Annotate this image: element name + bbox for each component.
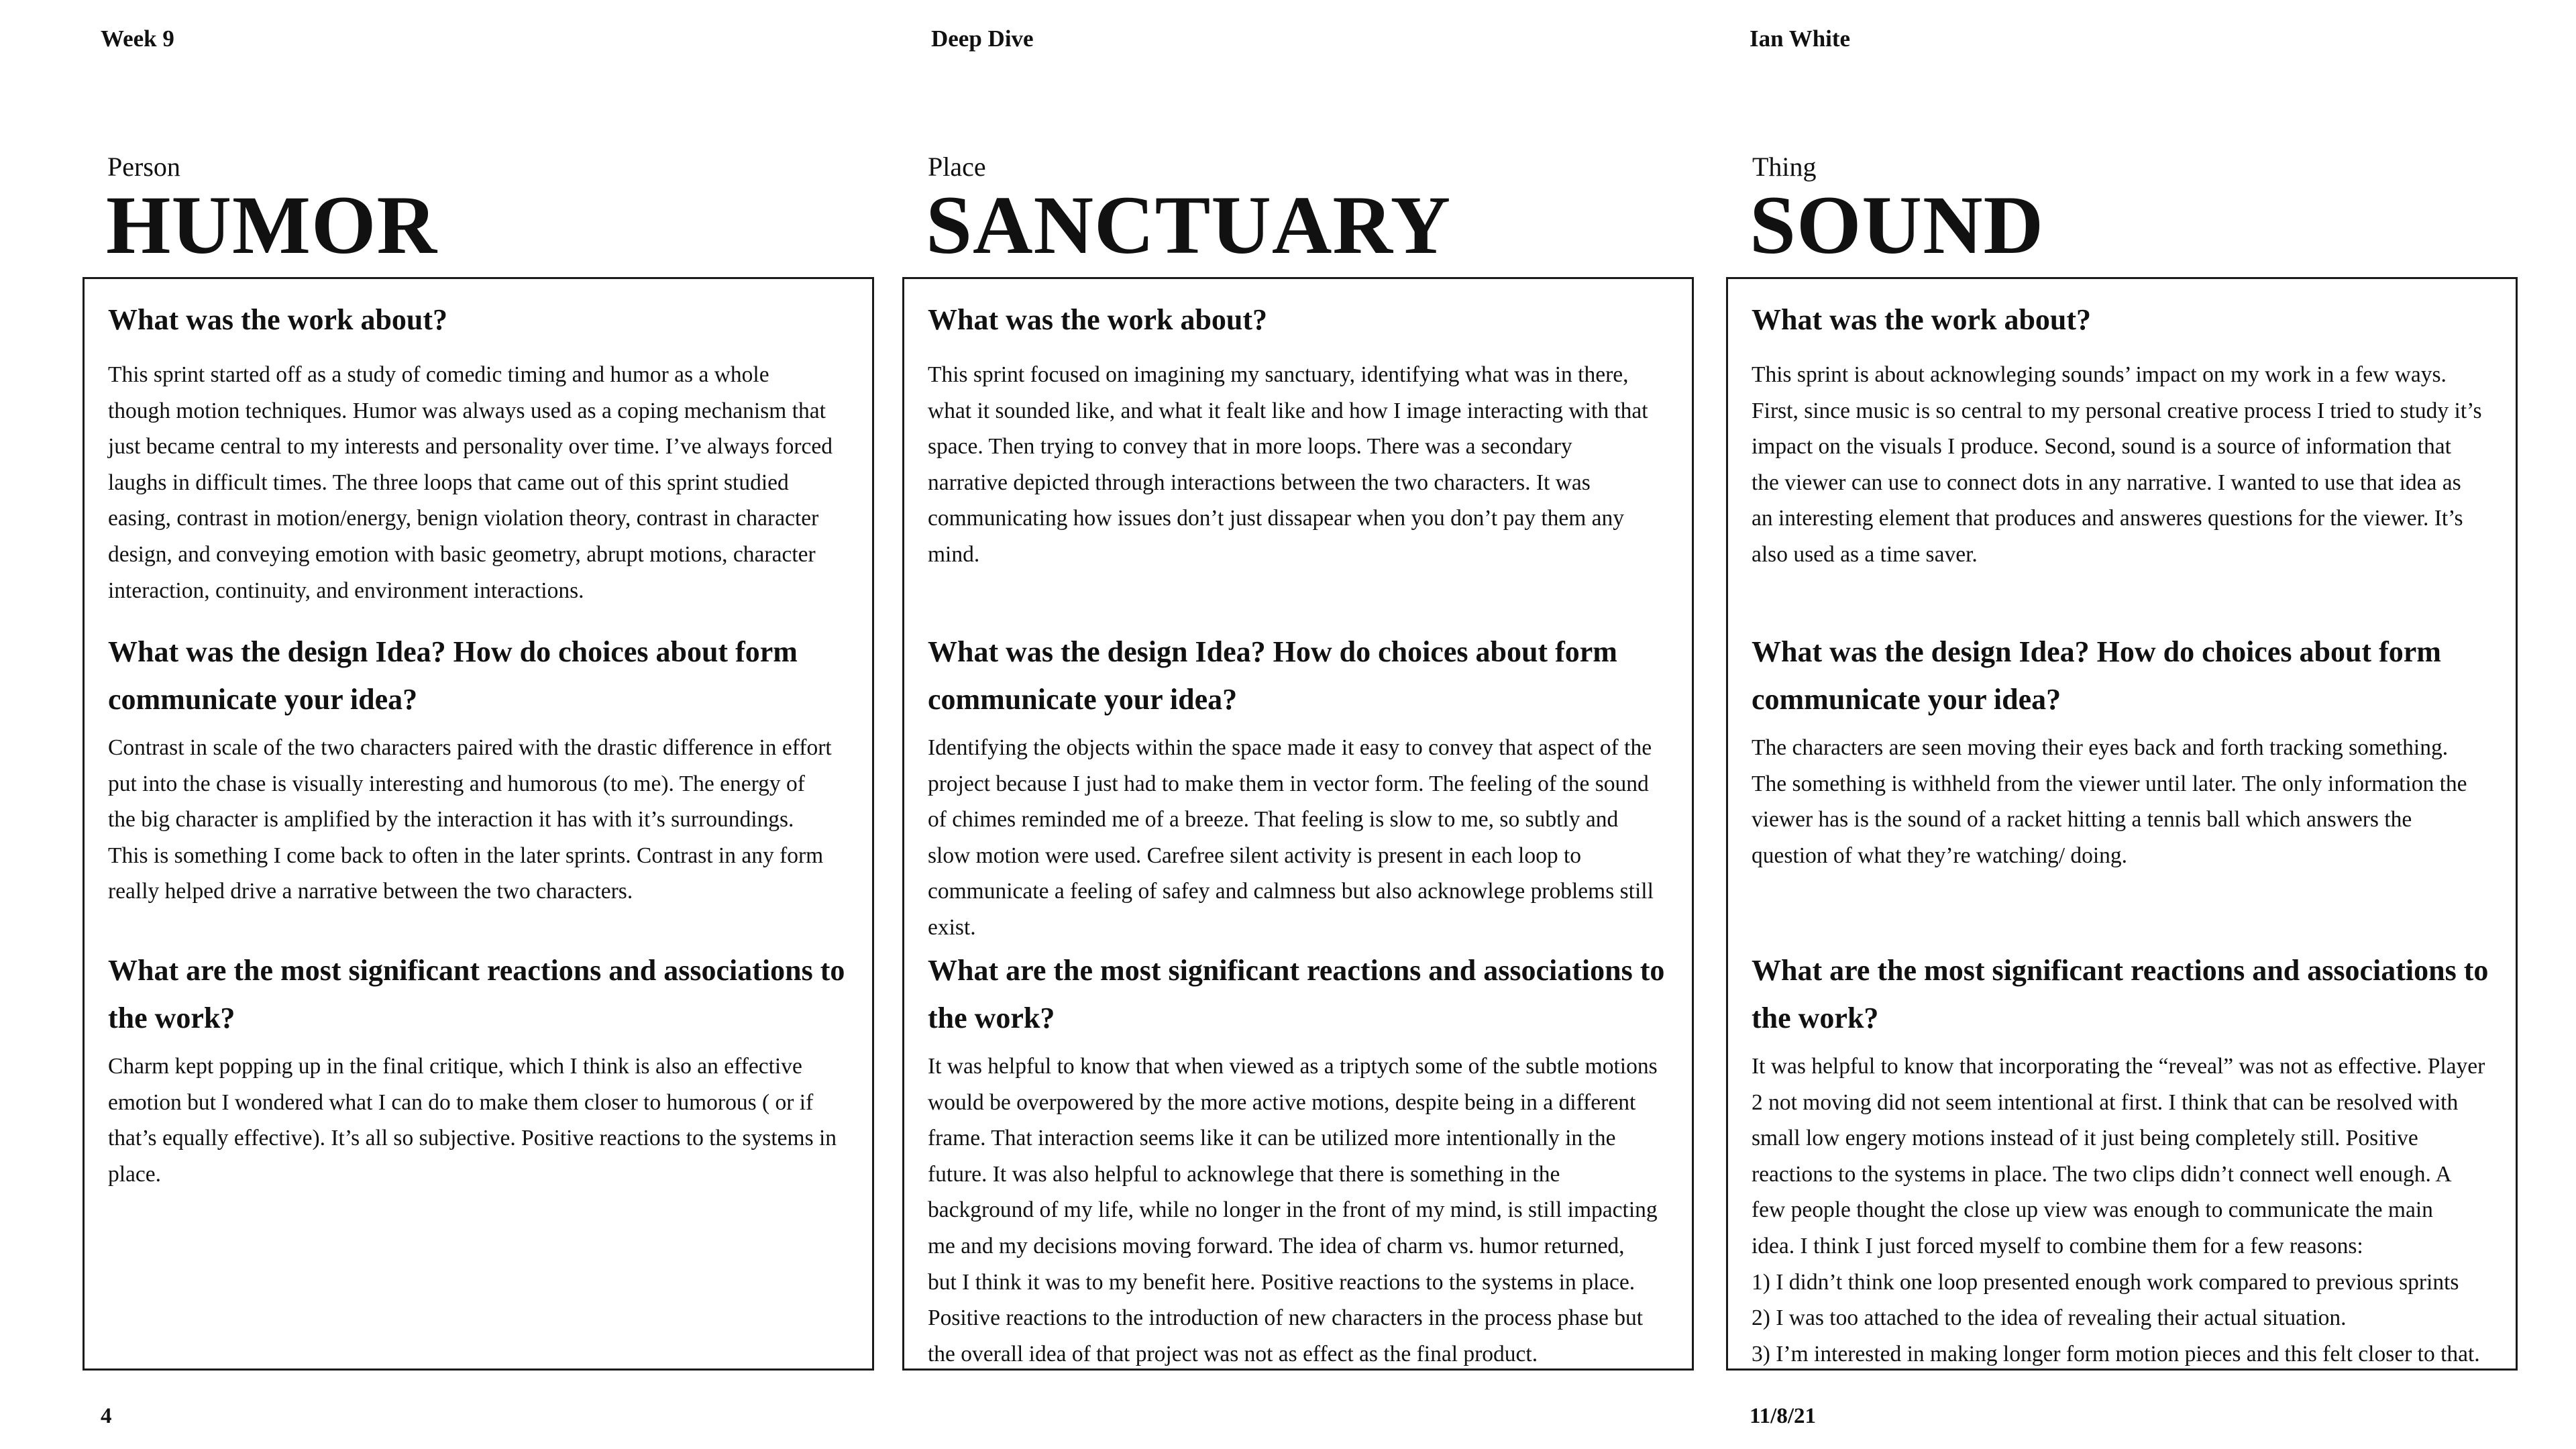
column-person-heading: HUMOR bbox=[106, 179, 438, 271]
answer-line: mind. bbox=[928, 541, 980, 567]
section-question: What was the work about? bbox=[928, 303, 1268, 336]
column-place-category: Place bbox=[928, 152, 986, 182]
answer-line: Charm kept popping up in the final critique, which I think is also an effective bbox=[108, 1054, 802, 1079]
answer-line: put into the chase is visually interesting and humorous (to me). The energy of bbox=[108, 771, 805, 796]
section-answer bbox=[928, 1049, 1672, 1372]
answer-line: small low engery motions instead of it just being completely still. Positive bbox=[1752, 1126, 2418, 1151]
section-question: What was the design Idea? How do choices about form communicate your idea? bbox=[108, 635, 798, 716]
answer-line: This sprint focused on imagining my sanctuary, identifying what was in there, bbox=[928, 362, 1629, 387]
week-label: Week 9 bbox=[101, 25, 174, 52]
answer-line: the big character is amplified by the interaction it has with it’s surroundings. bbox=[108, 807, 794, 833]
answer-line: though motion techniques. Humor was always used as a coping mechanism that bbox=[108, 398, 826, 423]
section-question: What are the most significant reactions and associations to the work? bbox=[928, 954, 1665, 1034]
answer-line: Positive reactions to the introduction of new characters in the process phase but bbox=[928, 1305, 1644, 1331]
answer-line: Identifying the objects within the space made it easy to convey that aspect of the bbox=[928, 735, 1652, 760]
section-answer bbox=[928, 730, 1672, 946]
answer-line: communicate a feeling of safey and calmness but also acknowlege problems still bbox=[928, 879, 1654, 904]
section-answer bbox=[1752, 730, 2496, 873]
answer-line: place. bbox=[108, 1161, 162, 1187]
section-question: What was the work about? bbox=[108, 303, 448, 336]
answer-line: reactions to the systems in place. The two clips didn’t connect well enough. A bbox=[1752, 1161, 2452, 1187]
answer-line: that’s equally effective). It’s all so subjective. Positive reactions to the systems in bbox=[108, 1126, 837, 1151]
column-thing-category: Thing bbox=[1752, 152, 1817, 182]
answer-line: frame. That interaction seems like it can be utilized more intentionally in the bbox=[928, 1126, 1616, 1151]
section-question: What are the most significant reactions and associations to the work? bbox=[108, 954, 845, 1034]
answer-line: me and my decisions moving forward. The idea of charm vs. humor returned, bbox=[928, 1233, 1625, 1258]
answer-line: what it sounded like, and what it fealt like and how I image interacting with that bbox=[928, 398, 1648, 423]
answer-line: also used as a time saver. bbox=[1752, 541, 1978, 567]
answer-line: but I think it was to my benefit here. Positive reactions to the systems in place. bbox=[928, 1269, 1635, 1295]
section-question: What was the design Idea? How do choices about form communicate your idea? bbox=[928, 635, 1617, 716]
section-question: What are the most significant reactions and associations to the work? bbox=[1752, 954, 2489, 1034]
answer-line: few people thought the close up view was enough to communicate the main bbox=[1752, 1197, 2433, 1223]
column-place-panel bbox=[902, 277, 1694, 1371]
answer-line: The characters are seen moving their eyes back and forth tracking something. bbox=[1752, 735, 2449, 760]
answer-line: space. Then trying to convey that in more loops. There was a secondary bbox=[928, 434, 1572, 460]
answer-line: really helped drive a narrative between the two characters. bbox=[108, 879, 633, 904]
answer-line: Contrast in scale of the two characters paired with the drastic difference in effort bbox=[108, 735, 832, 760]
answer-line: easing, contrast in motion/energy, benign violation theory, contrast in character bbox=[108, 506, 819, 531]
document-date: 11/8/21 bbox=[1750, 1404, 1817, 1428]
column-thing-heading: SOUND bbox=[1750, 179, 2045, 271]
section-answer bbox=[108, 730, 852, 910]
document-title: Deep Dive bbox=[931, 25, 1034, 52]
answer-line: design, and conveying emotion with basic geometry, abrupt motions, character bbox=[108, 541, 816, 567]
answer-line: 2) I was too attached to the idea of revealing their actual situation. bbox=[1752, 1305, 2347, 1331]
column-place-heading: SANCTUARY bbox=[926, 179, 1452, 271]
section-answer bbox=[928, 357, 1672, 573]
answer-line: This sprint is about acknowleging sounds’ impact on my work in a few ways. bbox=[1752, 362, 2447, 387]
page-number: 4 bbox=[101, 1404, 112, 1428]
answer-line: 3) I’m interested in making longer form motion pieces and this felt closer to that. bbox=[1752, 1341, 2480, 1366]
answer-line: idea. I think I just forced myself to combine them for a few reasons: bbox=[1752, 1233, 2363, 1258]
column-person-panel bbox=[83, 277, 874, 1371]
answer-line: the viewer can use to connect dots in any narrative. I wanted to use that idea as bbox=[1752, 470, 2461, 495]
answer-line: question of what they’re watching/ doing. bbox=[1752, 843, 2128, 868]
answer-line: background of my life, while no longer in the front of my mind, is still impacting bbox=[928, 1197, 1658, 1223]
answer-line: just became central to my interests and personality over time. I’ve always forced bbox=[108, 434, 833, 460]
answer-line: future. It was also helpful to acknowlege that there is something in the bbox=[928, 1161, 1560, 1187]
answer-line: the overall idea of that project was not as effect as the final product. bbox=[928, 1341, 1538, 1366]
answer-line: It was helpful to know that when viewed as a triptych some of the subtle motions bbox=[928, 1054, 1658, 1079]
section-answer bbox=[108, 357, 852, 608]
answer-line: would be overpowered by the more active motions, despite being in a different bbox=[928, 1089, 1636, 1115]
answer-line: The something is withheld from the viewer until later. The only information the bbox=[1752, 771, 2467, 796]
answer-line: narrative depicted through interactions between the two characters. It was bbox=[928, 470, 1591, 495]
section-answer bbox=[1752, 357, 2496, 573]
answer-line: laughs in difficult times. The three loops that came out of this sprint studied bbox=[108, 470, 789, 495]
answer-line: of chimes reminded me of a breeze. That feeling is slow to me, so subtly and bbox=[928, 807, 1619, 833]
answer-line: project because I just had to make them in vector form. The feeling of the sound bbox=[928, 771, 1649, 796]
answer-line: communicating how issues don’t just dissapear when you don’t pay them any bbox=[928, 506, 1625, 531]
answer-line: First, since music is so central to my personal creative process I tried to study it’s bbox=[1752, 398, 2482, 423]
answer-line: 1) I didn’t think one loop presented enough work compared to previous sprints bbox=[1752, 1269, 2459, 1295]
section-question: What was the work about? bbox=[1752, 303, 2092, 336]
section-answer bbox=[1752, 1049, 2496, 1372]
answer-line: 2 not moving did not seem intentional at first. I think that can be resolved with bbox=[1752, 1089, 2459, 1115]
answer-line: slow motion were used. Carefree silent activity is present in each loop to bbox=[928, 843, 1582, 868]
answer-line: exist. bbox=[928, 914, 976, 940]
column-thing-panel bbox=[1726, 277, 2518, 1371]
answer-line: viewer has is the sound of a racket hitting a tennis ball which answers the bbox=[1752, 807, 2412, 833]
answer-line: an interesting element that produces and answeres questions for the viewer. It’s bbox=[1752, 506, 2463, 531]
author-name: Ian White bbox=[1750, 25, 1851, 52]
section-answer bbox=[108, 1049, 852, 1192]
section-question: What was the design Idea? How do choices about form communicate your idea? bbox=[1752, 635, 2441, 716]
answer-line: This sprint started off as a study of comedic timing and humor as a whole bbox=[108, 362, 769, 387]
answer-line: impact on the visuals I produce. Second, sound is a source of information that bbox=[1752, 434, 2451, 460]
column-person-category: Person bbox=[107, 152, 180, 182]
answer-line: This is something I come back to often in the later sprints. Contrast in any form bbox=[108, 843, 824, 868]
answer-line: It was helpful to know that incorporating the “reveal” was not as effective. Player bbox=[1752, 1054, 2485, 1079]
answer-line: interaction, continuity, and environment interactions. bbox=[108, 578, 584, 603]
answer-line: emotion but I wondered what I can do to make them closer to humorous ( or if bbox=[108, 1089, 814, 1115]
